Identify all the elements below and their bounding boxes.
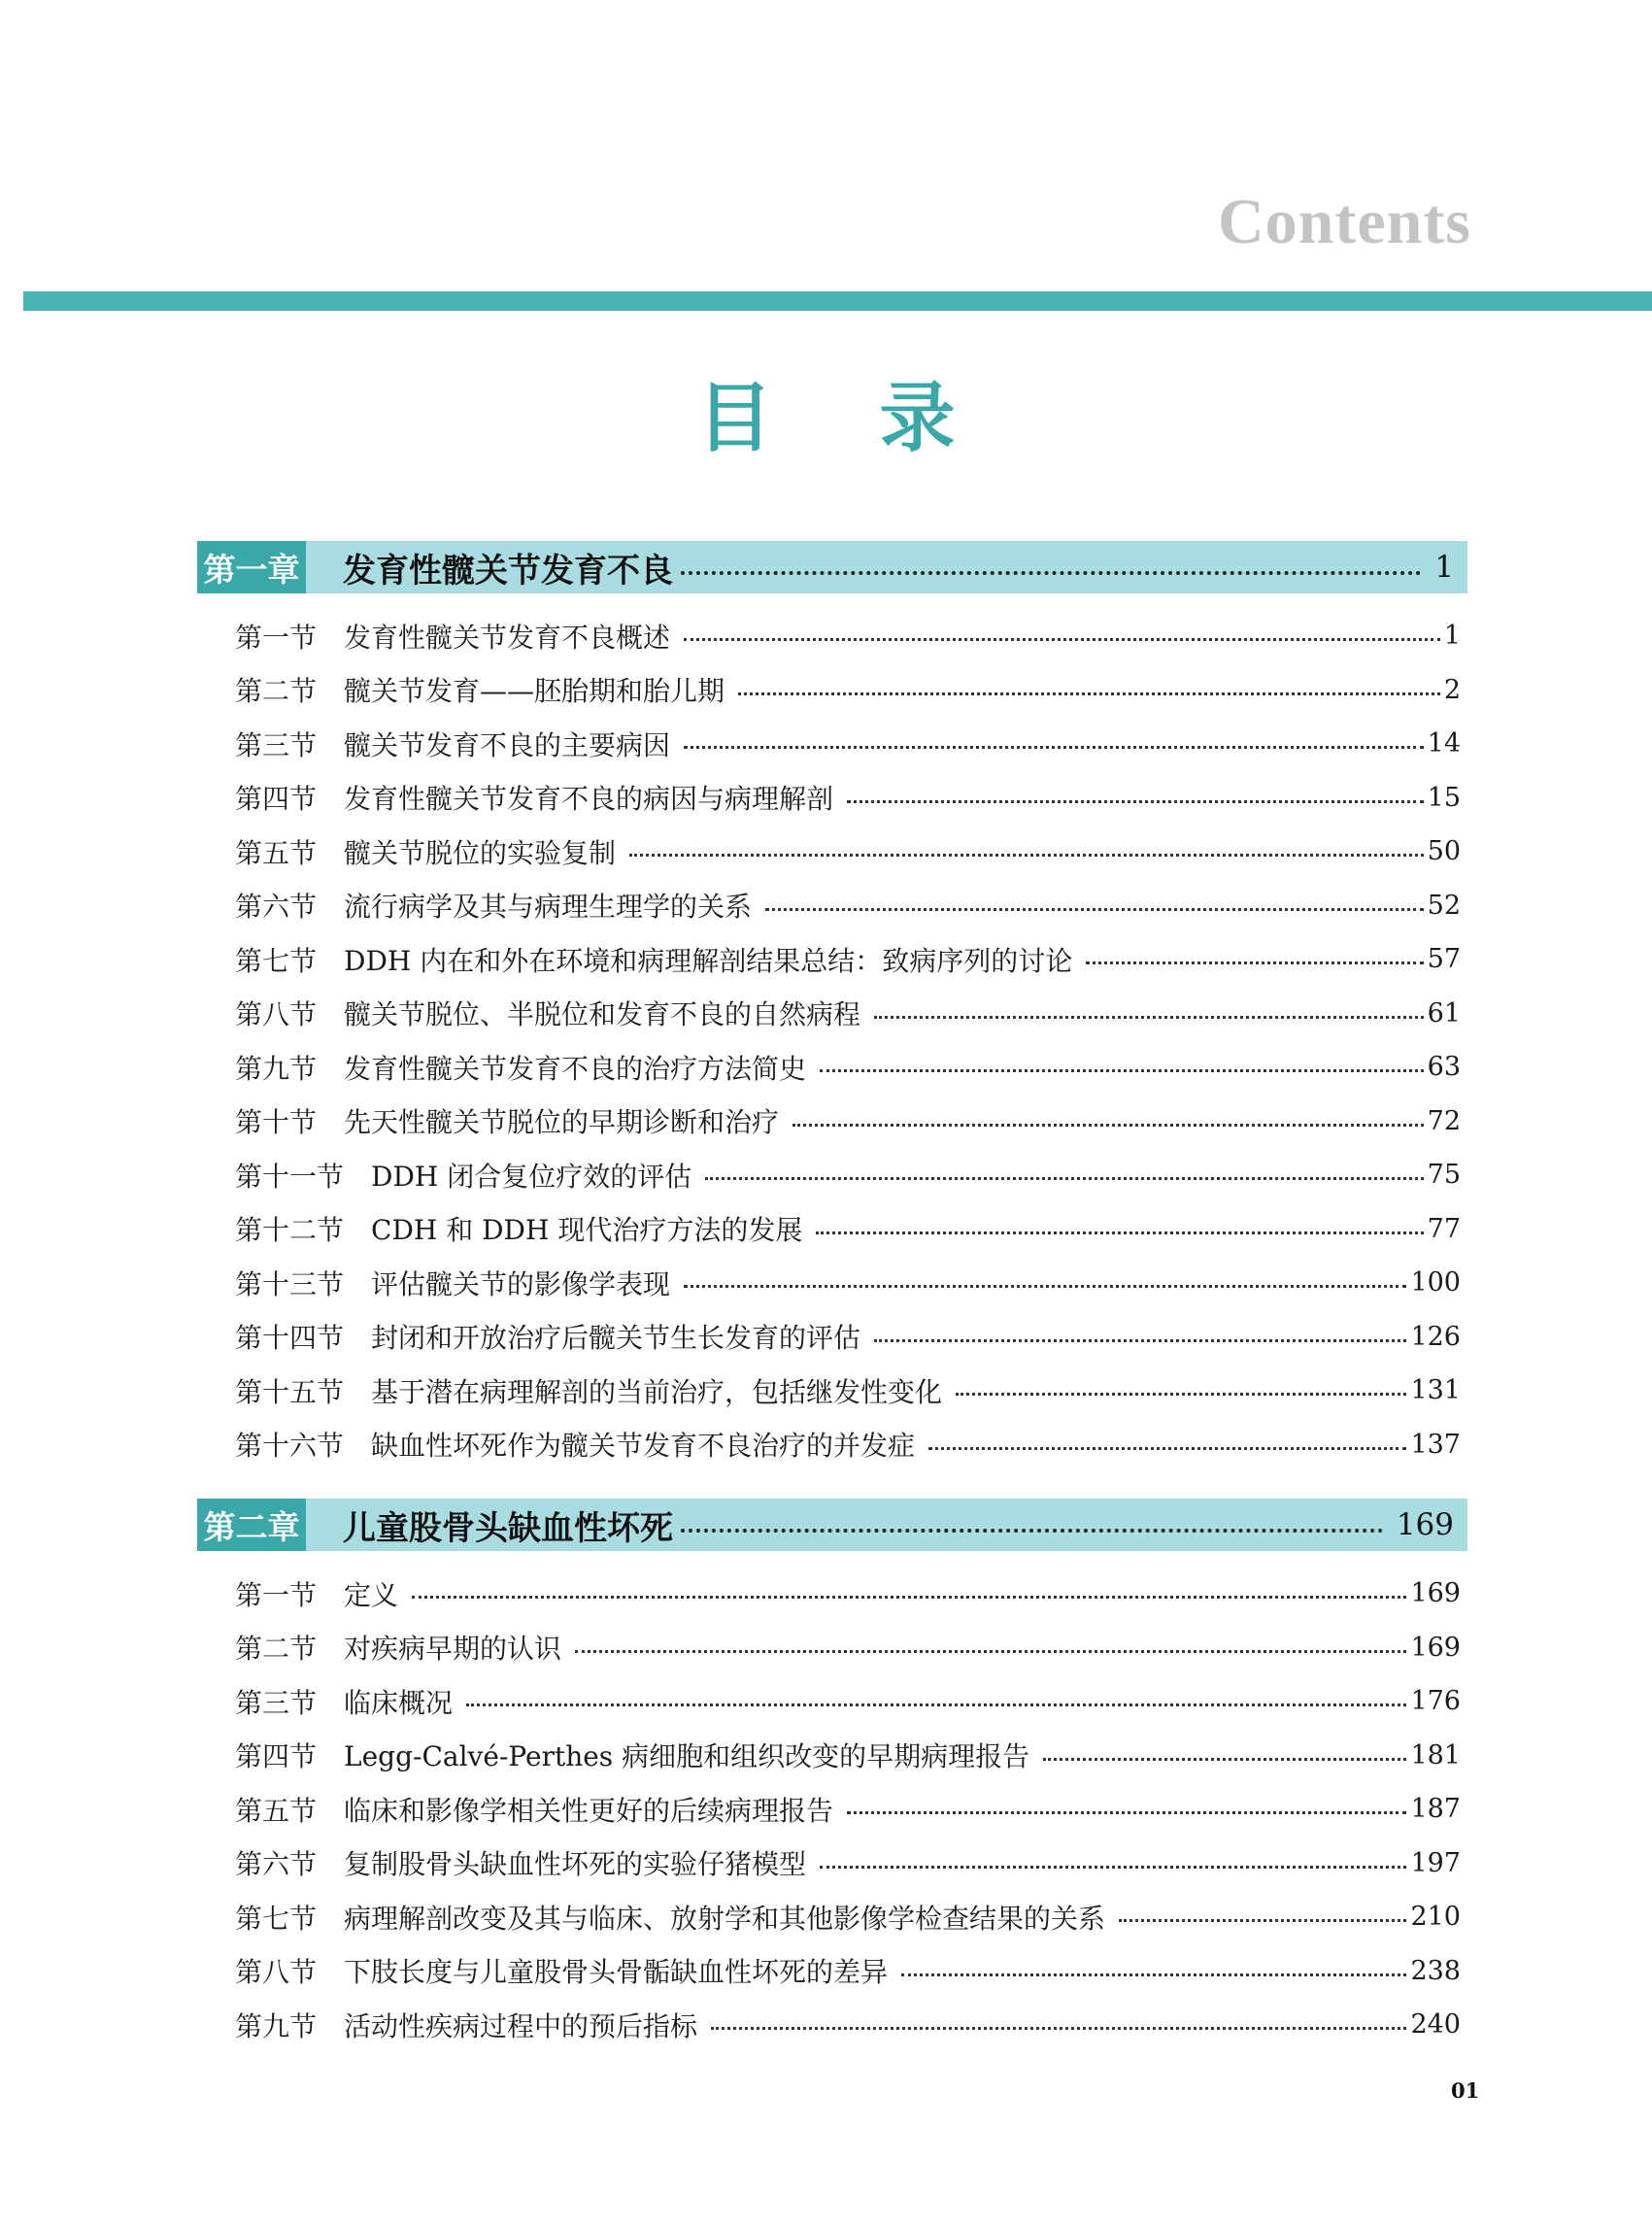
section-page: 137 xyxy=(1410,1429,1461,1460)
toc-entry[interactable] xyxy=(235,717,1461,771)
dot-leader xyxy=(847,1811,1406,1814)
toc-entry[interactable] xyxy=(235,1837,1461,1891)
dot-leader xyxy=(738,692,1440,695)
dot-leader xyxy=(466,1703,1406,1706)
section-number: 第十四节 xyxy=(235,1322,345,1355)
dot-leader xyxy=(412,1596,1406,1599)
toc-entry[interactable] xyxy=(235,1202,1461,1257)
section-number: 第一节 xyxy=(235,621,318,654)
section-number: 第十五节 xyxy=(235,1375,345,1408)
toc-entry[interactable] xyxy=(235,1095,1461,1149)
section-number: 第九节 xyxy=(235,2009,318,2042)
dot-leader xyxy=(711,2027,1406,2030)
section-page: 75 xyxy=(1427,1160,1461,1191)
header-rule xyxy=(23,291,1652,311)
toc-entry[interactable] xyxy=(235,1621,1461,1675)
section-number: 第四节 xyxy=(235,783,318,816)
chapter-label: 第二章 xyxy=(197,1499,306,1551)
section-title: 基于潜在病理解剖的当前治疗，包括继发性变化 xyxy=(371,1375,943,1408)
toc-entry[interactable] xyxy=(235,1782,1461,1837)
section-number: 第八节 xyxy=(235,1956,318,1989)
toc-entry[interactable] xyxy=(235,932,1461,987)
section-title: 发育性髋关节发育不良的病因与病理解剖 xyxy=(344,783,834,816)
section-title: 先天性髋关节脱位的早期诊断和治疗 xyxy=(344,1106,780,1139)
section-number: 第四节 xyxy=(235,1740,318,1773)
dot-leader xyxy=(816,1231,1423,1234)
toc-entry[interactable] xyxy=(235,771,1461,826)
dot-leader xyxy=(629,854,1424,857)
section-title: 髋关节发育——胚胎期和胎儿期 xyxy=(344,675,725,708)
section-page: 14 xyxy=(1427,728,1461,759)
section-page: 15 xyxy=(1427,782,1461,813)
section-number: 第十三节 xyxy=(235,1267,345,1300)
section-page: 50 xyxy=(1427,836,1461,867)
page-number: 01 xyxy=(1451,2078,1480,2103)
dot-leader xyxy=(684,1285,1406,1288)
section-page: 72 xyxy=(1427,1105,1461,1136)
section-title: 发育性髋关节发育不良的治疗方法简史 xyxy=(344,1052,807,1085)
section-title: 定义 xyxy=(344,1578,399,1611)
chapter-title: 发育性髋关节发育不良 xyxy=(343,551,673,590)
dot-leader xyxy=(1119,1919,1406,1922)
toc-entry[interactable] xyxy=(235,1256,1461,1310)
section-title: 流行病学及其与病理生理学的关系 xyxy=(344,891,753,924)
section-title: DDH 闭合复位疗效的评估 xyxy=(371,1160,692,1193)
section-page: 52 xyxy=(1427,890,1461,921)
section-page: 2 xyxy=(1443,674,1461,705)
dot-leader xyxy=(874,1016,1424,1019)
section-page: 131 xyxy=(1410,1375,1461,1406)
section-number: 第六节 xyxy=(235,1848,318,1881)
section-title: 髋关节发育不良的主要病因 xyxy=(344,728,671,761)
title-char-2: 录 xyxy=(879,374,956,462)
section-page: 169 xyxy=(1410,1578,1461,1609)
toc-entry[interactable] xyxy=(235,1890,1461,1944)
toc-entry[interactable] xyxy=(235,609,1461,663)
section-page: 181 xyxy=(1410,1739,1461,1771)
section-title: 病理解剖改变及其与临床、放射学和其他影像学检查结果的关系 xyxy=(344,1902,1106,1935)
section-number: 第十六节 xyxy=(235,1430,345,1463)
section-page: 169 xyxy=(1410,1632,1461,1663)
dot-leader xyxy=(684,746,1424,749)
toc-entry[interactable] xyxy=(235,1310,1461,1365)
toc-entry[interactable] xyxy=(235,663,1461,718)
section-number: 第十二节 xyxy=(235,1214,345,1247)
toc-entry[interactable] xyxy=(235,987,1461,1041)
dot-leader xyxy=(575,1650,1406,1653)
chapter-title: 儿童股骨头缺血性坏死 xyxy=(343,1508,673,1548)
chapter-1-heading[interactable] xyxy=(197,541,1467,593)
dot-leader xyxy=(681,571,1421,575)
dot-leader xyxy=(1043,1758,1406,1761)
dot-leader xyxy=(901,1973,1406,1976)
page-title xyxy=(0,374,1652,462)
section-page: 63 xyxy=(1427,1052,1461,1083)
section-title: 活动性疾病过程中的预后指标 xyxy=(344,2009,698,2042)
section-number: 第五节 xyxy=(235,836,318,869)
section-number: 第三节 xyxy=(235,728,318,761)
section-page: 57 xyxy=(1427,944,1461,975)
section-title: Legg-Calvé-Perthes 病细胞和组织改变的早期病理报告 xyxy=(344,1740,1030,1773)
dot-leader xyxy=(684,638,1440,641)
dot-leader xyxy=(847,800,1424,803)
section-page: 210 xyxy=(1410,1902,1461,1933)
section-page: 176 xyxy=(1410,1686,1461,1717)
section-title: 发育性髋关节发育不良概述 xyxy=(344,621,671,654)
dot-leader xyxy=(874,1339,1406,1342)
toc-entry[interactable] xyxy=(235,1418,1461,1472)
dot-leader xyxy=(820,1069,1424,1072)
section-number: 第九节 xyxy=(235,1052,318,1085)
chapter-2-heading[interactable] xyxy=(197,1499,1467,1551)
section-title: 临床概况 xyxy=(344,1686,454,1719)
chapter-label: 第一章 xyxy=(197,541,306,593)
section-page: 77 xyxy=(1427,1213,1461,1244)
toc-entry[interactable] xyxy=(235,1674,1461,1729)
section-page: 240 xyxy=(1410,2009,1461,2040)
section-number: 第二节 xyxy=(235,1633,318,1666)
section-number: 第一节 xyxy=(235,1578,318,1611)
section-number: 第七节 xyxy=(235,944,318,977)
chapter-page: 1 xyxy=(1434,550,1454,585)
contents-heading: Contents xyxy=(1217,186,1471,257)
section-title: 髋关节脱位的实验复制 xyxy=(344,836,617,869)
toc-entry[interactable] xyxy=(235,1148,1461,1202)
dot-leader xyxy=(820,1866,1406,1869)
section-title: 临床和影像学相关性更好的后续病理报告 xyxy=(344,1794,834,1827)
chapter-1-sections xyxy=(235,609,1461,1471)
dot-leader xyxy=(928,1447,1406,1450)
dot-leader xyxy=(792,1124,1424,1127)
dot-leader xyxy=(765,908,1424,911)
toc-entry[interactable] xyxy=(235,1729,1461,1783)
dot-leader xyxy=(705,1177,1423,1180)
toc-entry[interactable] xyxy=(235,879,1461,933)
chapter-2-sections xyxy=(235,1567,1461,2052)
section-number: 第十一节 xyxy=(235,1160,345,1193)
toc-entry[interactable] xyxy=(235,1998,1461,2052)
toc-entry[interactable] xyxy=(235,1364,1461,1418)
section-page: 197 xyxy=(1410,1847,1461,1878)
section-page: 1 xyxy=(1443,621,1461,652)
section-title: 评估髋关节的影像学表现 xyxy=(371,1267,671,1300)
section-title: 髋关节脱位、半脱位和发育不良的自然病程 xyxy=(344,998,861,1031)
toc-entry[interactable] xyxy=(235,825,1461,879)
dot-leader xyxy=(956,1393,1406,1396)
section-page: 61 xyxy=(1427,997,1461,1029)
dot-leader xyxy=(1086,961,1423,964)
section-number: 第五节 xyxy=(235,1794,318,1827)
title-char-1: 目 xyxy=(696,374,773,462)
section-page: 100 xyxy=(1410,1267,1461,1298)
chapter-page: 169 xyxy=(1396,1507,1454,1542)
section-title: 对疾病早期的认识 xyxy=(344,1633,562,1666)
section-title: CDH 和 DDH 现代治疗方法的发展 xyxy=(371,1214,803,1247)
section-number: 第八节 xyxy=(235,998,318,1031)
section-page: 238 xyxy=(1410,1955,1461,1986)
section-title: 封闭和开放治疗后髋关节生长发育的评估 xyxy=(371,1322,861,1355)
section-number: 第三节 xyxy=(235,1686,318,1719)
dot-leader xyxy=(681,1529,1383,1533)
section-page: 126 xyxy=(1410,1321,1461,1352)
section-title: 复制股骨头缺血性坏死的实验仔猪模型 xyxy=(344,1848,807,1881)
toc-entry[interactable] xyxy=(235,1040,1461,1095)
toc-entry[interactable] xyxy=(235,1944,1461,1999)
section-number: 第十节 xyxy=(235,1106,318,1139)
section-page: 187 xyxy=(1410,1794,1461,1825)
section-number: 第六节 xyxy=(235,891,318,924)
section-number: 第二节 xyxy=(235,675,318,708)
section-title: 缺血性坏死作为髋关节发育不良治疗的并发症 xyxy=(371,1430,916,1463)
section-title: DDH 内在和外在环境和病理解剖结果总结：致病序列的讨论 xyxy=(344,944,1073,977)
section-title: 下肢长度与儿童股骨头骨骺缺血性坏死的差异 xyxy=(344,1956,889,1989)
section-number: 第七节 xyxy=(235,1902,318,1935)
toc-entry[interactable] xyxy=(235,1567,1461,1621)
